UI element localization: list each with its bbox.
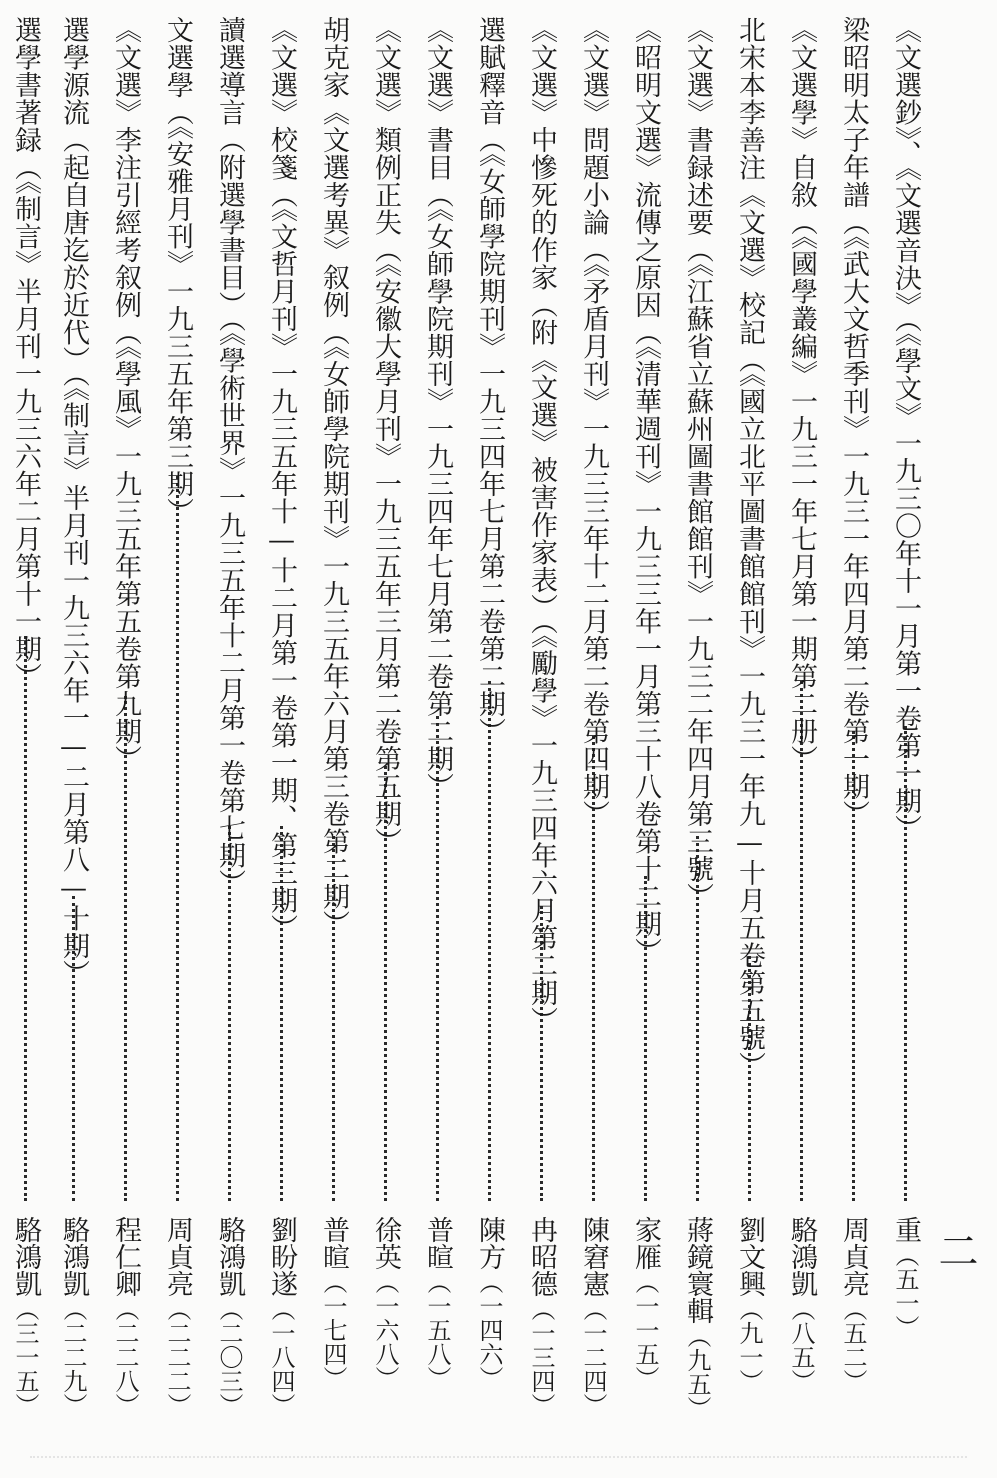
entry-author-group — [467, 1216, 511, 1390]
entry-author-group — [3, 1216, 47, 1417]
entry-author: 駱鴻凱 — [786, 1216, 817, 1297]
entry-author: 蔣鏡寰輯 — [682, 1216, 713, 1324]
entry-page-ref: （八五） — [787, 1297, 815, 1393]
entry-page-ref: （二〇三） — [215, 1297, 243, 1417]
entry-page-ref: （五一） — [891, 1243, 919, 1339]
toc-entry — [103, 16, 147, 1417]
entry-author: 普暄 — [422, 1216, 453, 1270]
entry-title: 文選學（《安雅月刊》一九三五年第三期） — [162, 16, 193, 525]
entry-page-ref: （九五） — [683, 1324, 711, 1420]
entry-author: 重 — [890, 1216, 921, 1243]
entry-title: 北宋本李善注《文選》校記（《國立北平圖書館館刊》一九三一年九—十月五卷第五號） — [734, 16, 765, 1079]
entry-author-group — [415, 1216, 459, 1390]
entry-author: 駱鴻凱 — [214, 1216, 245, 1297]
entry-author: 駱鴻凱 — [10, 1216, 41, 1297]
toc-entry — [519, 16, 563, 1417]
entry-title: 梁昭明太子年譜（《武大文哲季刊》一九三一年四月第二卷第一期） — [838, 16, 869, 828]
entry-author-group — [727, 1216, 771, 1393]
toc-entry — [3, 16, 47, 1417]
entry-author: 家雁 — [630, 1216, 661, 1270]
entry-author-group — [831, 1216, 875, 1393]
entry-author-group — [779, 1216, 823, 1393]
page-number: 二 — [932, 1230, 978, 1270]
entry-page-ref: （一五八） — [423, 1270, 451, 1390]
entry-page-ref: （一二四） — [579, 1297, 607, 1417]
entry-author: 劉盼遂 — [266, 1216, 297, 1297]
entry-author: 陳方 — [474, 1216, 505, 1270]
entry-title: 《文選》校箋（《文哲月刊》一九三五年十—十二月第一卷第一期、第三期） — [266, 16, 297, 942]
toc-entry — [467, 16, 511, 1401]
entry-author: 程仁卿 — [110, 1216, 141, 1297]
entry-page-ref: （二二二） — [163, 1297, 191, 1417]
entry-page-ref: （九一） — [735, 1297, 763, 1393]
toc-entry — [831, 16, 875, 1401]
entry-author: 周貞亮 — [162, 1216, 193, 1297]
entry-title: 讀選導言（附選學書目）（《學術世界》一九三五年十二月第一卷第七期） — [214, 16, 245, 897]
entry-title: 選賦釋音（《女師學院期刊》一九三四年七月第二卷第二期） — [474, 16, 505, 745]
toc-entry — [207, 16, 251, 1417]
entry-author: 駱鴻凱 — [58, 1216, 89, 1297]
entry-title: 《文選》書目（《女師學院期刊》一九三四年七月第二卷第二期） — [422, 16, 453, 800]
entry-author: 冉昭德 — [526, 1216, 557, 1297]
entry-page-ref: （五二） — [839, 1297, 867, 1393]
dot-leader — [176, 476, 179, 1201]
entry-title: 胡克家《文選考異》叙例（《女師學院期刊》一九三五年六月第三卷第二期） — [318, 16, 349, 938]
entry-page-ref: （一六八） — [371, 1270, 399, 1390]
entry-page-ref: （三一五） — [11, 1297, 39, 1417]
entry-author-group — [259, 1216, 303, 1417]
entry-author-group — [883, 1216, 927, 1339]
entry-author-group — [311, 1216, 355, 1390]
entry-title: 選學源流（起自唐迄於近代）（《制言》半月刊一九三六年一—二月第八—十期） — [58, 16, 89, 987]
dot-leader — [24, 636, 27, 1201]
entry-title: 《文選》類例正失（《安徽大學月刊》一九三五年三月第二卷第五期） — [370, 16, 401, 855]
dot-leader — [488, 681, 491, 1201]
bottom-scan-dots — [30, 1452, 967, 1458]
entry-author-group — [519, 1216, 563, 1417]
entry-title: 《文選鈔》、《文選音決》（《學文》一九三〇年十一月第一卷第一期） — [890, 16, 921, 842]
entry-author: 徐英 — [370, 1216, 401, 1270]
toc-entry — [311, 16, 355, 1401]
entry-author-group — [623, 1216, 667, 1390]
entry-title: 《文選》中慘死的作家（附《文選》被害作家表）（《勵學》一九三四年六月第二期） — [526, 16, 557, 1034]
toc-entry — [415, 16, 459, 1401]
toc-entry — [259, 16, 303, 1417]
toc-entry — [727, 16, 771, 1401]
entry-author-group — [207, 1216, 251, 1417]
toc-entry — [155, 16, 199, 1417]
toc-entry — [51, 16, 95, 1417]
entry-page-ref: （二二八） — [111, 1297, 139, 1417]
entry-author-group — [675, 1216, 719, 1420]
entry-author-group — [155, 1216, 199, 1417]
entry-author-group — [571, 1216, 615, 1417]
entry-title: 《文選》李注引經考叙例（《學風》一九三五年第五卷第九期） — [110, 16, 141, 773]
toc-entry — [623, 16, 667, 1401]
entry-author: 周貞亮 — [838, 1216, 869, 1297]
entry-title: 《文選學》自敘（《國學叢編》一九三一年七月第一期第二册） — [786, 16, 817, 773]
entry-author: 陳窘憲 — [578, 1216, 609, 1297]
entry-title: 《文選》書録述要（《江蘇省立蘇州圖書館館刊》一九三二年四月第三號） — [682, 16, 713, 910]
entry-author-group — [51, 1216, 95, 1417]
entry-author: 普暄 — [318, 1216, 349, 1270]
entry-page-ref: （一四六） — [475, 1270, 503, 1390]
entry-page-ref: （一七四） — [319, 1270, 347, 1390]
entry-title: 選學書著録（《制言》半月刊一九三六年二月第十一期） — [10, 16, 41, 690]
entry-page-ref: （一三四） — [527, 1297, 555, 1417]
entry-title: 《文選》問題小論（《矛盾月刊》一九三三年十二月第二卷第四期） — [578, 16, 609, 828]
toc-entry — [675, 16, 719, 1420]
entry-author: 劉文興 — [734, 1216, 765, 1297]
entry-author-group — [363, 1216, 407, 1390]
toc-entry — [571, 16, 615, 1417]
entry-page-ref: （二二九） — [59, 1297, 87, 1417]
entry-page-ref: （一八四） — [267, 1297, 295, 1417]
entry-title: 《昭明文選》流傳之原因（《清華週刊》一九三三年一月第三十八卷第十二期） — [630, 16, 661, 965]
toc-entry — [883, 16, 927, 1401]
toc-entry — [363, 16, 407, 1401]
entry-author-group — [103, 1216, 147, 1417]
entry-page-ref: （一一五） — [631, 1270, 659, 1390]
toc-entry — [779, 16, 823, 1401]
